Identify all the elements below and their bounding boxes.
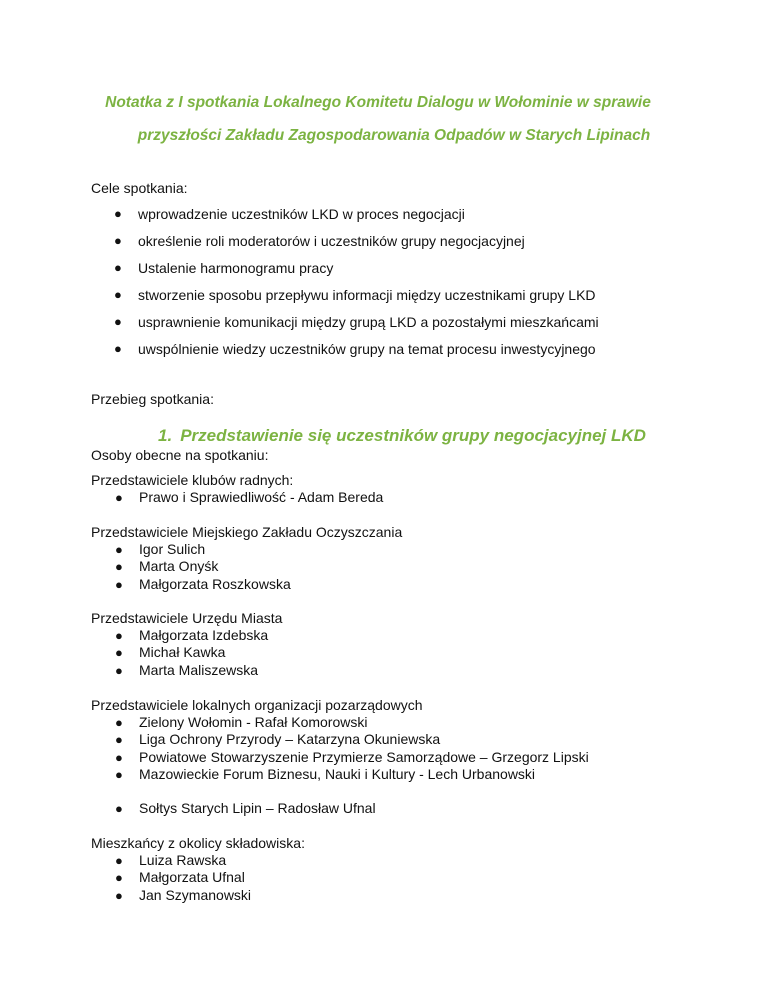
bullet-icon: ●: [115, 732, 123, 748]
bullet-icon: ●: [114, 314, 122, 329]
residents-list: [115, 852, 252, 904]
bullet-icon: ●: [115, 749, 123, 765]
mzo-label: Przedstawiciele Miejskiego Zakładu Oczyszczania: [91, 524, 403, 540]
list-item: ● Małgorzata Izdebska: [115, 627, 269, 643]
ngo-label: Przedstawiciele lokalnych organizacji pozarządowych: [91, 697, 423, 713]
document-title-line-2: przyszłości Zakładu Zagospodarowania Odpadów w Starych Lipinach: [137, 127, 651, 144]
bullet-icon: ●: [114, 206, 122, 221]
list-item: ● usprawnienie komunikacji między grupą LKD a pozostałymi mieszkańcami: [114, 314, 599, 330]
section-title: Przedstawienie się uczestników grupy negocjacyjnej LKD: [180, 426, 646, 445]
section-number: 1.: [158, 426, 173, 445]
list-item: ● Małgorzata Ufnal: [115, 869, 245, 886]
list-item: ● Michał Kawka: [115, 644, 226, 661]
bullet-icon: ●: [115, 628, 123, 643]
bullet-icon: ●: [114, 287, 122, 302]
list-item: ● uwspólnienie wiedzy uczestników grupy na temat procesu inwestycyjnego: [114, 341, 596, 357]
goals-list: [114, 205, 599, 367]
list-item: ● Marta Onyśk: [115, 558, 219, 575]
list-item: ● określenie roli moderatorów i uczestników grupy negocjacyjnej: [114, 233, 525, 249]
residents-label: Mieszkańcy z okolicy składowiska:: [91, 835, 305, 851]
list-item: ● Luiza Rawska: [115, 852, 227, 868]
bullet-icon: ●: [115, 801, 123, 816]
bullet-icon: ●: [115, 645, 123, 661]
bullet-icon: ●: [115, 576, 123, 592]
section-heading: [158, 426, 646, 446]
list-item: ● Liga Ochrony Przyrody – Katarzyna Okuniewska: [115, 731, 441, 748]
list-item: ● Zielony Wołomin - Rafał Komorowski: [115, 714, 368, 730]
attendees-label: Osoby obecne na spotkaniu:: [91, 447, 269, 463]
bullet-icon: ●: [115, 490, 123, 505]
list-item: ● wprowadzenie uczestników LKD w proces negocjacji: [114, 206, 465, 222]
bullet-icon: ●: [115, 542, 123, 557]
bullet-icon: ●: [115, 887, 123, 903]
councillors-label: Przedstawiciele klubów radnych:: [91, 472, 294, 488]
list-item: ● Igor Sulich: [115, 541, 206, 557]
bullet-icon: ●: [115, 853, 123, 868]
ngo-list: [115, 714, 589, 783]
progress-label: Przebieg spotkania:: [91, 391, 214, 407]
bullet-icon: ●: [115, 766, 123, 782]
mzo-list: [115, 541, 291, 593]
list-item: ● Powiatowe Stowarzyszenie Przymierze Samorządowe – Grzegorz Lipski: [115, 748, 589, 765]
list-item: ● Prawo i Sprawiedliwość - Adam Bereda: [115, 489, 384, 505]
list-item: ● Mazowieckie Forum Biznesu, Nauki i Kultury - Lech Urbanowski: [115, 765, 536, 782]
um-list: [115, 627, 269, 679]
list-item: ● stworzenie sposobu przepływu informacji między uczestnikami grupy LKD: [114, 287, 596, 303]
list-item: ● Ustalenie harmonogramu pracy: [114, 260, 334, 276]
bullet-icon: ●: [114, 341, 122, 356]
bullet-icon: ●: [115, 870, 123, 886]
bullet-icon: ●: [115, 559, 123, 575]
bullet-icon: ●: [115, 662, 123, 678]
um-label: Przedstawiciele Urzędu Miasta: [91, 610, 283, 626]
list-item: ● Małgorzata Roszkowska: [115, 575, 291, 592]
councillors-list: [115, 489, 384, 506]
list-item: ● Sołtys Starych Lipin – Radosław Ufnal: [115, 800, 376, 816]
document-title-line-1: Notatka z I spotkania Lokalnego Komitetu Dialogu w Wołominie w sprawie: [105, 94, 651, 111]
list-item: ● Marta Maliszewska: [115, 661, 259, 678]
goals-label: Cele spotkania:: [91, 180, 188, 196]
bullet-icon: ●: [114, 233, 122, 248]
list-item: ● Jan Szymanowski: [115, 886, 252, 903]
soltys-list: [115, 800, 376, 817]
bullet-icon: ●: [115, 715, 123, 730]
bullet-icon: ●: [114, 260, 122, 275]
